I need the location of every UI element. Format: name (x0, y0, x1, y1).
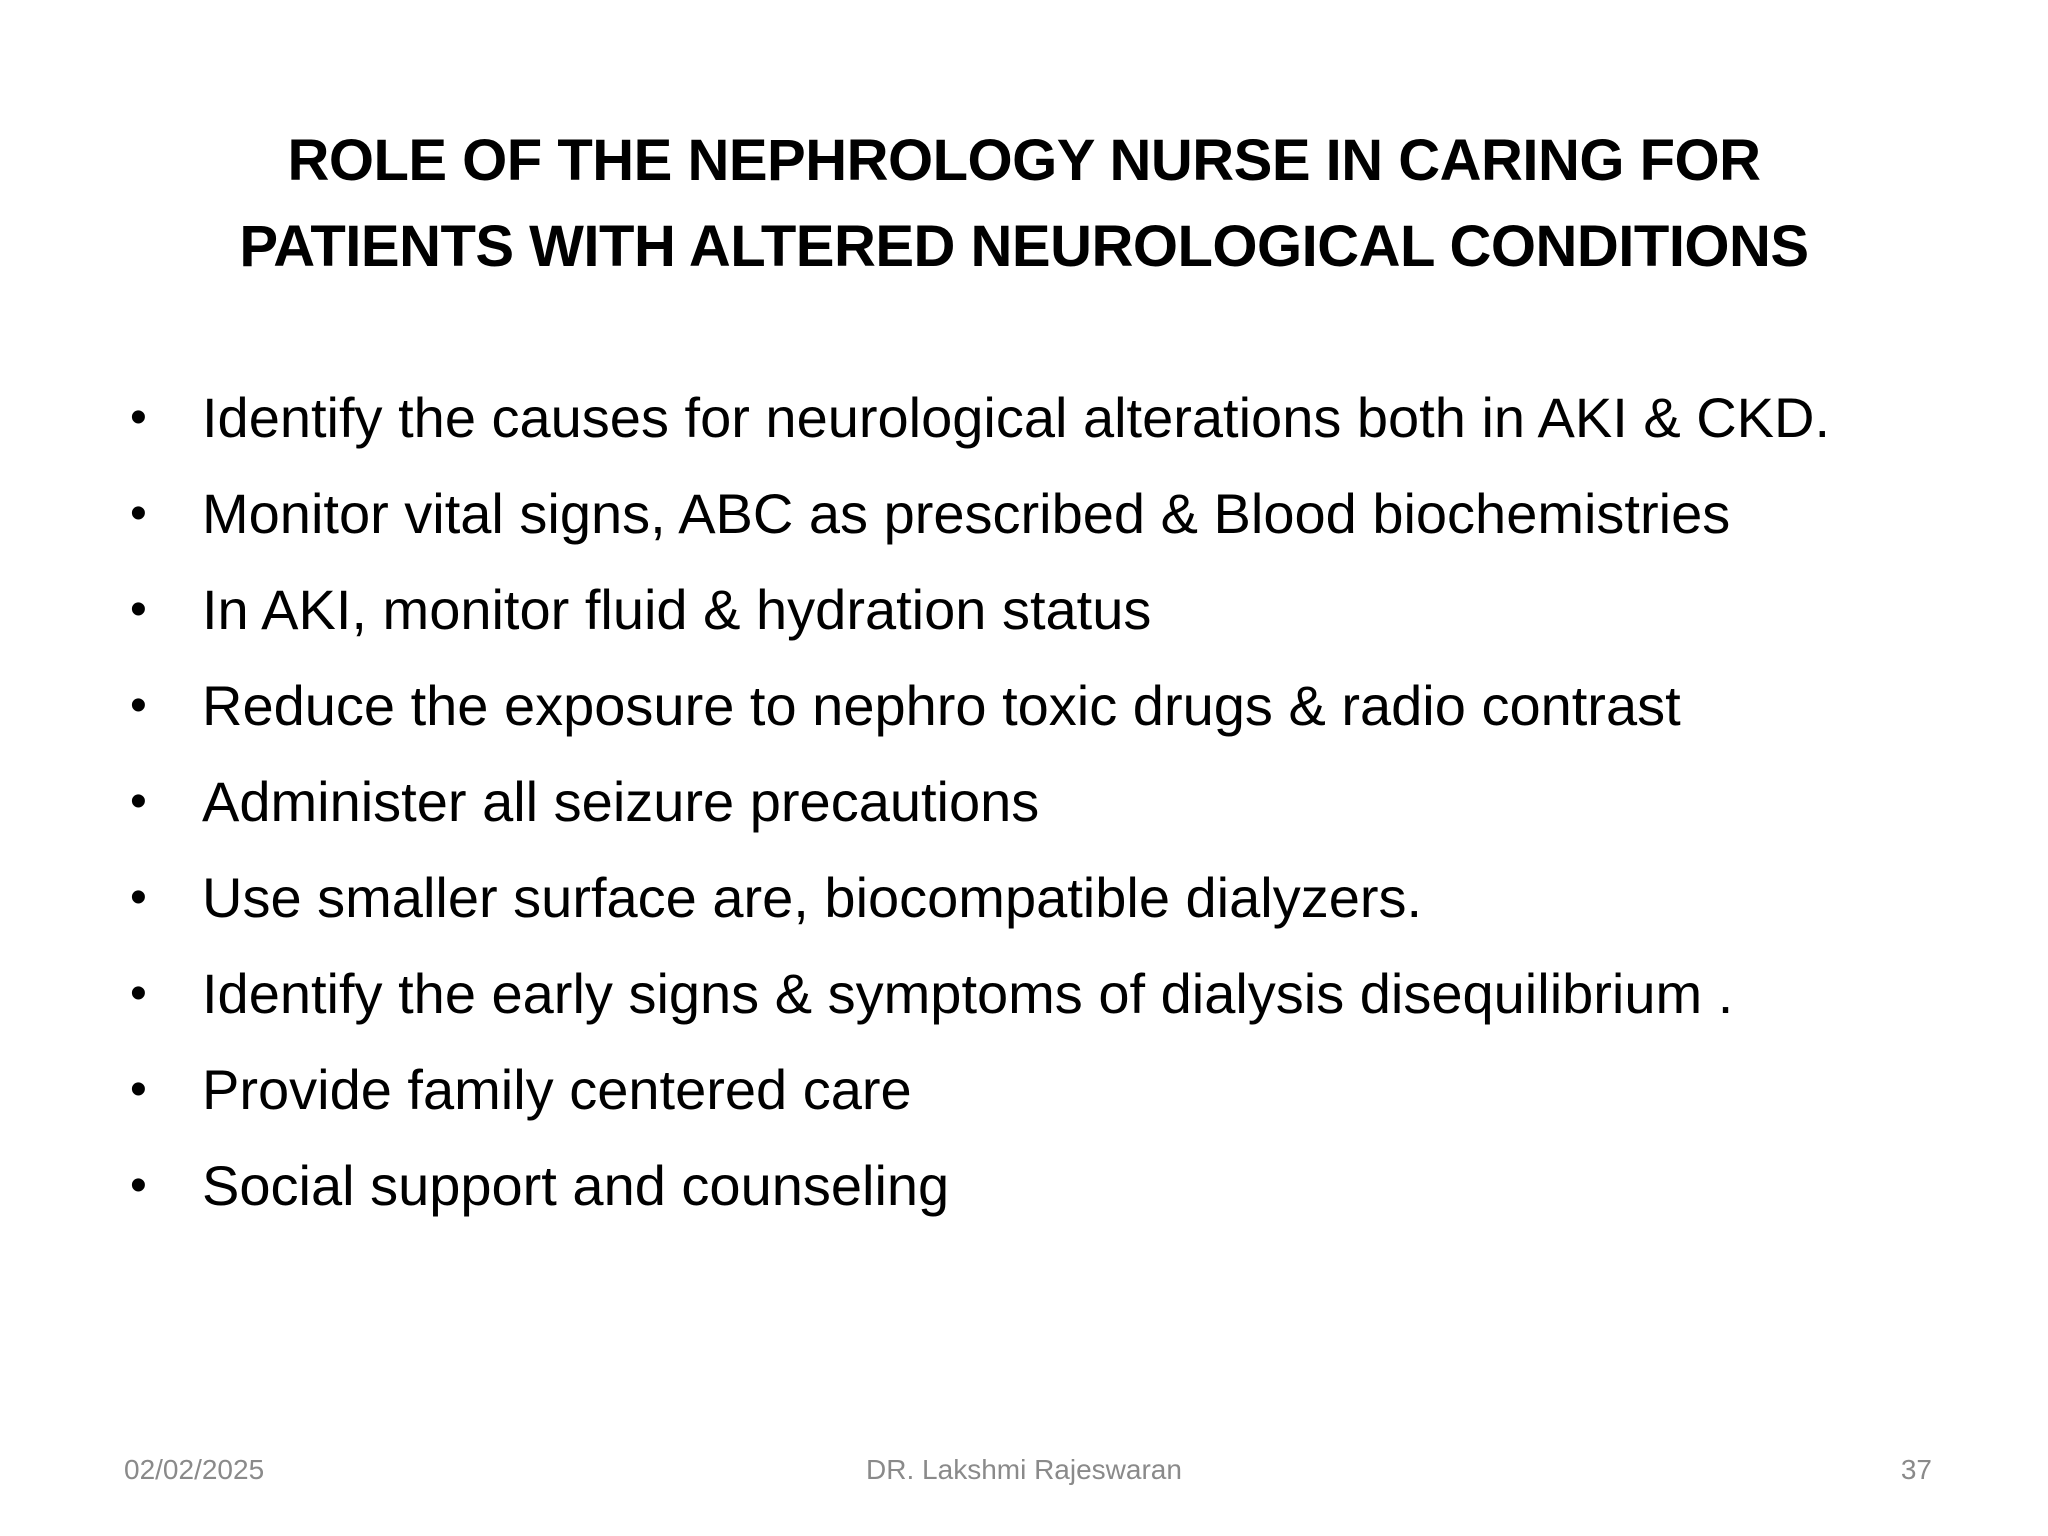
bullet-icon: • (130, 1159, 147, 1212)
bullet-item (124, 570, 1954, 650)
bullet-text: Provide family centered care (202, 1058, 912, 1121)
bullet-item (124, 474, 1954, 554)
bullet-text: Administer all seizure precautions (202, 770, 1040, 833)
footer-page-number: 37 (1900, 1454, 1932, 1485)
footer-date: 02/02/2025 (124, 1454, 265, 1485)
bullet-icon: • (130, 871, 147, 924)
bullet-item (124, 1050, 1954, 1130)
footer-author: DR. Lakshmi Rajeswaran (866, 1454, 1182, 1485)
bullet-item (124, 378, 1954, 458)
slide-title-line-2: PATIENTS WITH ALTERED NEUROLOGICAL CONDITIONS (239, 214, 1809, 279)
bullet-item (124, 762, 1954, 842)
bullet-text: Identify the causes for neurological alterations both in AKI & CKD. (202, 386, 1831, 449)
bullet-item (124, 1146, 1954, 1226)
bullet-text: Monitor vital signs, ABC as prescribed & Blood biochemistries (202, 482, 1731, 545)
bullet-icon: • (130, 391, 147, 444)
bullet-item (124, 954, 1954, 1034)
bullet-text: In AKI, monitor fluid & hydration status (202, 578, 1152, 641)
slide-title-line-1: ROLE OF THE NEPHROLOGY NURSE IN CARING FOR (287, 128, 1761, 193)
bullet-icon: • (130, 1063, 147, 1116)
bullet-icon: • (130, 583, 147, 636)
bullet-icon: • (130, 679, 147, 732)
bullet-icon: • (130, 775, 147, 828)
bullet-icon: • (130, 487, 147, 540)
bullet-text: Use smaller surface are, biocompatible dialyzers. (202, 866, 1423, 929)
bullet-item (124, 858, 1954, 938)
bullet-text: Identify the early signs & symptoms of dialysis disequilibrium . (202, 962, 1734, 1025)
bullet-list (124, 378, 1954, 1242)
bullet-text: Social support and counseling (202, 1154, 950, 1217)
bullet-item (124, 666, 1954, 746)
bullet-icon: • (130, 967, 147, 1020)
bullet-text: Reduce the exposure to nephro toxic drugs & radio contrast (202, 674, 1681, 737)
slide-title (120, 118, 1928, 290)
